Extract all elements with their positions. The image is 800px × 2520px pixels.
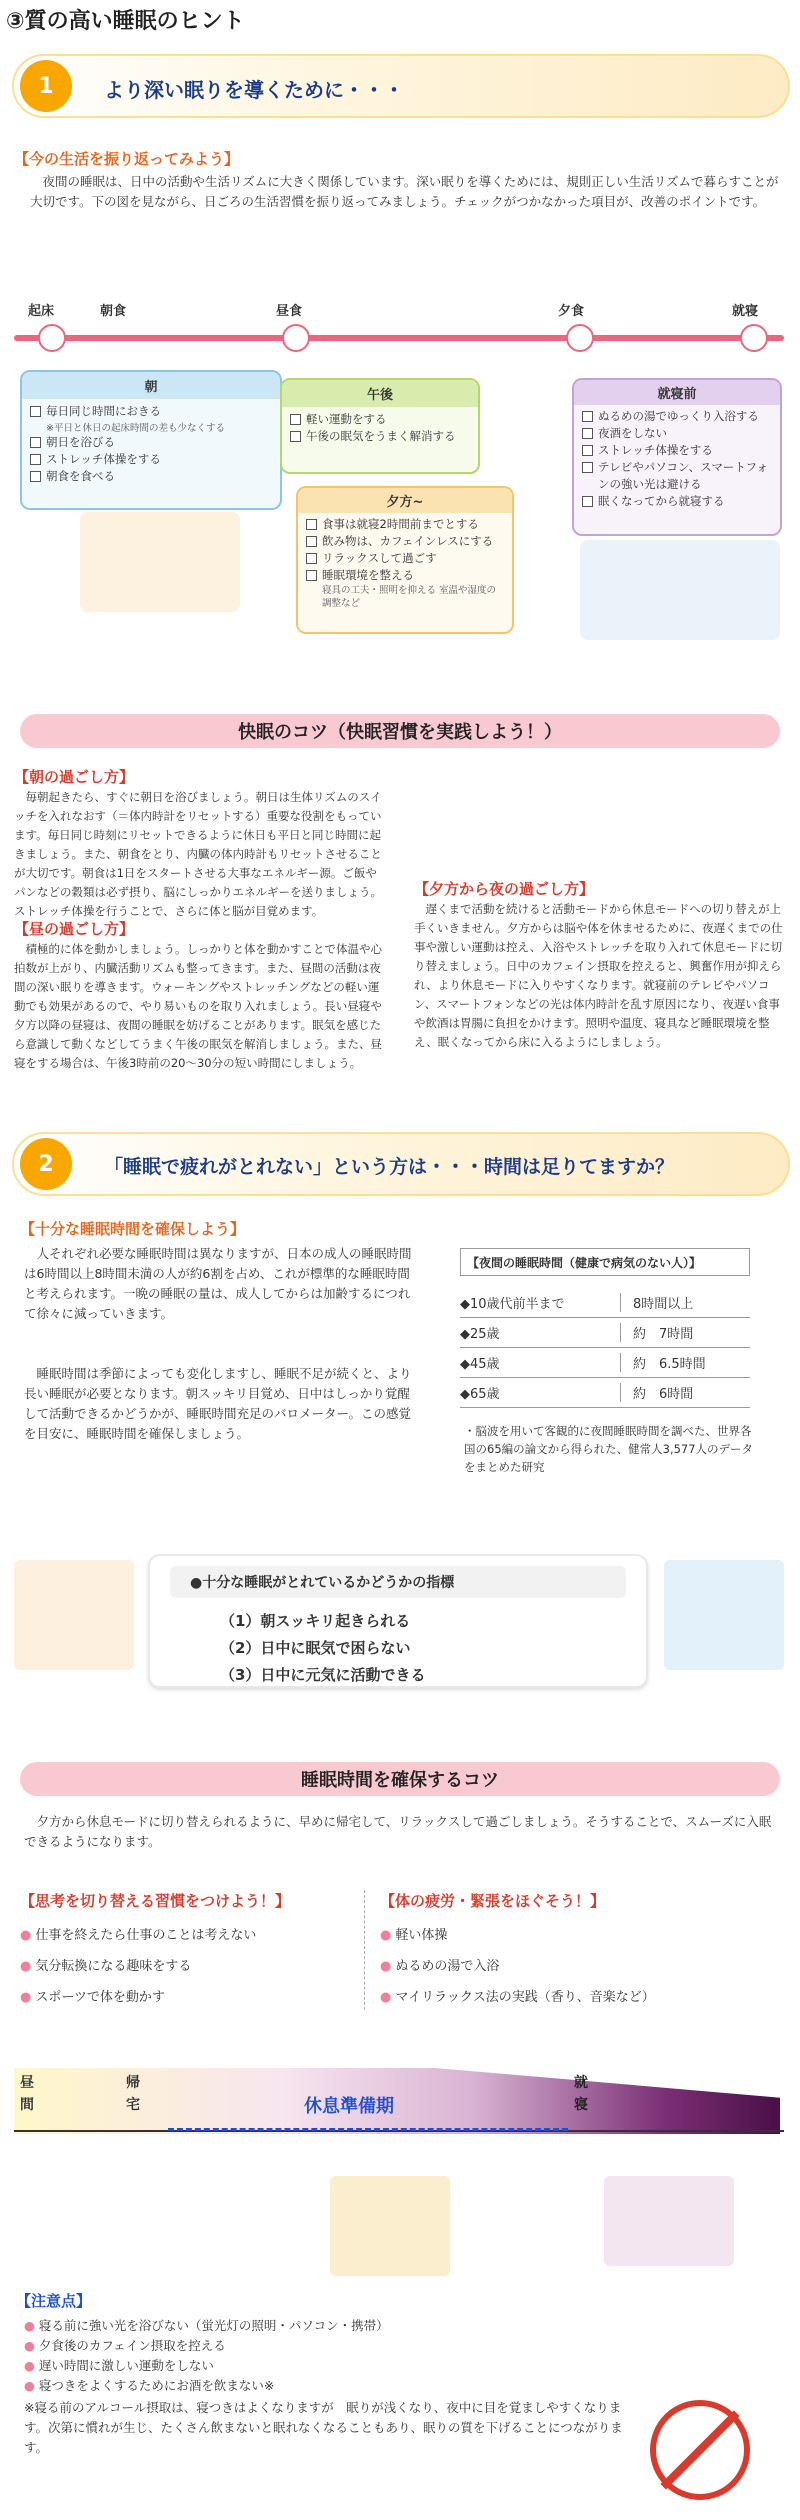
- tips-bar: 快眠のコツ（快眠習慣を実践しよう！）: [20, 714, 780, 748]
- checkbox-icon[interactable]: [30, 454, 41, 465]
- checkbox-icon[interactable]: [30, 406, 41, 417]
- period-arrow: [168, 2128, 568, 2131]
- sleeping-illustration: [604, 2176, 734, 2266]
- sleep-table-note: ・脳波を用いて客観的に夜間睡眠時間を調べた、世界各国の65編の論文から得られた、健常人3,577人のデータをまとめた研究: [464, 1424, 754, 1474]
- morning-box: [20, 370, 282, 510]
- bullet-icon: ●: [20, 1928, 32, 1943]
- list-item: ● 夕食後のカフェイン摂取を控える: [24, 2338, 226, 2353]
- caution-heading: 【注意点】: [16, 2292, 92, 2310]
- bath-illustration: [580, 540, 780, 640]
- tips-evening-heading: 【夕方から夜の過ごし方】: [414, 880, 595, 898]
- indicator-item: （1）朝スッキリ起きられる: [220, 1612, 411, 1630]
- checklist-item[interactable]: ぬるめの湯でゆっくり入浴する: [582, 408, 772, 425]
- sleep-table-heading: 【夜間の睡眠時間（健康で病気のない人）】: [460, 1248, 750, 1276]
- period-label: 休息準備期: [304, 2096, 394, 2117]
- indicator-title: ●十分な睡眠がとれているかどうかの指標: [170, 1566, 626, 1598]
- bullet-icon: ●: [380, 1990, 392, 2005]
- checkbox-icon[interactable]: [582, 496, 593, 507]
- list-item: ● 寝つきをよくするためにお酒を飲まない※: [24, 2378, 275, 2393]
- table-row: ◆65歳 約 6時間: [460, 1378, 750, 1408]
- list-item: ● 寝る前に強い光を浴びない（蛍光灯の照明・パソコン・携帯）: [24, 2318, 389, 2333]
- enough-p1: 人それぞれ必要な睡眠時間は異なりますが、日本の成人の睡眠時間は6時間以上8時間未満の人が約6割を占め、これが標準的な睡眠時間と考えられます。一晩の睡眠の量は、成人してからは加齢するにつれて徐々に減っていきます。: [24, 1246, 412, 1321]
- list-item: ● マイリラックス法の実践（香り、音楽など）: [380, 1990, 655, 2005]
- indicator-box: [148, 1554, 648, 1688]
- checkbox-icon[interactable]: [306, 519, 317, 530]
- section-2-title: 「睡眠で疲れがとれない」という方は・・・時間は足りてますか？: [104, 1156, 675, 1178]
- checkbox-icon[interactable]: [306, 536, 317, 547]
- list-item: ● ぬるめの湯で入浴: [380, 1959, 500, 1974]
- review-body: 夜間の睡眠は、日中の活動や生活リズムに大きく関係しています。深い眠りを導くためには、規則正しい生活リズムで暮らすことが大切です。下の図を見ながら、日ごろの生活習慣を振り返ってみましょう。チェックがつかなかった項目が、改善のポイントです。: [30, 174, 779, 209]
- relax-list: [380, 1920, 655, 2013]
- noon-box: [280, 378, 480, 474]
- bullet-icon: ●: [380, 1928, 392, 1943]
- clock-icon: [282, 324, 310, 352]
- checklist-item[interactable]: テレビやパソコン、スマートフォンの強い光は避ける: [582, 459, 772, 493]
- timeline-label-breakfast: 朝食: [100, 304, 127, 319]
- table-row: ◆25歳 約 7時間: [460, 1318, 750, 1348]
- section-1-header: [12, 54, 790, 118]
- checkbox-icon[interactable]: [306, 553, 317, 564]
- bullet-icon: ●: [20, 1990, 32, 2005]
- tips-morning-heading: 【朝の過ごし方】: [14, 768, 135, 786]
- checkbox-icon[interactable]: [290, 431, 301, 442]
- bedtime-box: [572, 378, 782, 536]
- list-item: ● 遅い時間に激しい運動をしない: [24, 2358, 214, 2373]
- bullet-icon: ●: [20, 1959, 32, 1974]
- bullet-icon: ●: [24, 2338, 35, 2353]
- sleep-table: [460, 1288, 750, 1408]
- bedtime-title: 就寝前: [574, 380, 780, 405]
- checkbox-icon[interactable]: [30, 437, 41, 448]
- breakfast-illustration: [80, 512, 240, 612]
- evening-title: 夕方~: [298, 488, 512, 513]
- noon-title: 午後: [282, 380, 478, 407]
- period-noon: 昼間: [20, 2075, 34, 2113]
- checklist-item[interactable]: 睡眠環境を整える: [306, 567, 504, 584]
- table-row: ◆10歳代前半まで 8時間以上: [460, 1288, 750, 1318]
- section-2-header: [12, 1132, 790, 1196]
- checklist-item[interactable]: 毎日同じ時間におきる: [30, 403, 272, 420]
- clock-icon: [38, 324, 66, 352]
- timeline-label-lunch: 昼食: [276, 304, 303, 319]
- indicator-item: （3）日中に元気に活動できる: [220, 1666, 426, 1684]
- morning-note: ※平日と休日の起床時間の差も少なくする: [46, 423, 225, 434]
- checkbox-icon[interactable]: [30, 471, 41, 482]
- list-item: ● 気分転換になる趣味をする: [20, 1959, 192, 1974]
- relax-illustration: [330, 2176, 450, 2276]
- caution-list: [24, 2316, 644, 2458]
- tips-noon-body: 積極的に体を動かしましょう。しっかりと体を動かすことで体温や心拍数が上がり、内臓活動リズムも整ってきます。また、昼間の活動は夜間の深い眠りを導きます。ウォーキングやストレッチングなどの軽い運動でも効果があるので、やり易いものを取り入れましょう。長い昼寝や夕方以降の昼寝は、夜間の睡眠を妨げることがあります。眠気を感じたら意識して動くなどしてうまく午後の眠気を解消しましょう。また、昼寝をする場合は、午後3時前の20～30分の短い時間にしましょう。: [14, 942, 382, 1070]
- review-heading: 【今の生活を振り返ってみよう】: [14, 150, 240, 168]
- secure-text: 夕方から休息モードに切り替えられるように、早めに帰宅して、リラックスして過ごしましょう。そうすることで、スムーズに入眠できるようになります。: [24, 1814, 772, 1849]
- morning-stretch-illustration: [14, 1560, 134, 1670]
- checklist-item[interactable]: 夜酒をしない: [582, 425, 772, 442]
- table-row: ◆45歳 約 6.5時間: [460, 1348, 750, 1378]
- checklist-item[interactable]: ストレッチ体操をする: [582, 442, 772, 459]
- section-1-title: より深い眠りを導くために・・・: [104, 78, 404, 102]
- secure-bar: 睡眠時間を確保するコツ: [20, 1762, 780, 1796]
- timeline-bar: [14, 335, 784, 341]
- timeline-label-bedtime: 就寝: [732, 304, 759, 319]
- checkbox-icon[interactable]: [582, 428, 593, 439]
- caution-note: ※寝る前のアルコール摂取は、寝つきはよくなりますが 眠りが浅くなり、夜中に目を覚ましやすくなります。次第に慣れが生じ、たくさん飲まないと眠れなくなることもあり、眠りの質を下げることにつながります。: [24, 2400, 623, 2455]
- morning-title: 朝: [22, 372, 280, 399]
- checklist-item[interactable]: 朝食を食べる: [30, 468, 272, 485]
- checklist-item[interactable]: リラックスして過ごす: [306, 550, 504, 567]
- checklist-item[interactable]: 食事は就寝2時間前までとする: [306, 516, 504, 533]
- timeline-label-dinner: 夕食: [558, 304, 585, 319]
- page-title: ③質の高い睡眠のヒント: [6, 9, 245, 34]
- checkbox-icon[interactable]: [582, 411, 593, 422]
- list-item: ● スポーツで体を動かす: [20, 1990, 165, 2005]
- period-home: 帰宅: [126, 2075, 140, 2113]
- indicator-item: （2）日中に眠気で困らない: [220, 1639, 411, 1657]
- divider: [364, 1890, 365, 2010]
- clock-icon: [740, 324, 768, 352]
- bullet-icon: ●: [24, 2378, 35, 2393]
- enough-heading: 【十分な睡眠時間を確保しよう】: [20, 1220, 246, 1238]
- habits-list: [20, 1920, 256, 2013]
- enough-p2: 睡眠時間は季節によっても変化しますし、睡眠不足が続くと、より長い睡眠が必要となります。朝スッキリ目覚め、日中はしっかり覚醒して活動できるかどうかが、睡眠時間充足のバロメーター。この感覚を目安に、睡眠時間を確保しましょう。: [24, 1366, 412, 1441]
- bullet-icon: ●: [380, 1959, 392, 1974]
- list-item: ● 軽い体操: [380, 1928, 448, 1943]
- checklist-item[interactable]: 眠くなってから就寝する: [582, 493, 772, 510]
- bullet-icon: ●: [24, 2358, 35, 2373]
- checklist-item[interactable]: 朝日を浴びる: [30, 434, 272, 451]
- clock-icon: [566, 324, 594, 352]
- checkbox-icon[interactable]: [582, 445, 593, 456]
- evening-note: 寝具の工夫・照明を抑える 室温や湿度の調整など: [322, 585, 497, 609]
- section-2-number: 2: [20, 1138, 72, 1190]
- checklist-item[interactable]: 軽い運動をする: [290, 411, 470, 428]
- relax-heading: 【体の疲労・緊張をほぐそう！】: [380, 1892, 606, 1910]
- section-1-number: 1: [20, 60, 72, 112]
- timeline-label-wake: 起床: [28, 304, 55, 319]
- no-alcohol-icon: [650, 2400, 750, 2500]
- tips-evening-body: 遅くまで活動を続けると活動モードから休息モードへの切り替えが上手くいきません。夕方からは脳や体を休ませるために、夜遅くまでの仕事や激しい運動は控え、入浴やストレッチを取り入れて休息モードに切り替えましょう。日中のカフェイン摂取を控えると、興奮作用が抑えられ、より休息モードに入りやすくなります。就寝前のテレビやパソコン、スマートフォンなどの光は体内時計を乱す原因になり、夜遅い食事や飲酒は胃腸に負担をかけます。照明や温度、寝具など睡眠環境を整え、眠くなってから床に入るようにしましょう。: [414, 902, 783, 1049]
- list-item: ● 仕事を終えたら仕事のことは考えない: [20, 1928, 257, 1943]
- checklist-item[interactable]: ストレッチ体操をする: [30, 451, 272, 468]
- checkbox-icon[interactable]: [582, 462, 593, 473]
- checklist-item[interactable]: 飲み物は、カフェインレスにする: [306, 533, 504, 550]
- bullet-icon: ●: [24, 2318, 35, 2333]
- walking-illustration: [664, 1560, 784, 1670]
- tips-noon-heading: 【昼の過ごし方】: [14, 920, 135, 938]
- period-sleep: 就寝: [574, 2075, 588, 2113]
- evening-box: [296, 486, 514, 634]
- checkbox-icon[interactable]: [306, 570, 317, 581]
- tips-morning-body: 毎朝起きたら、すぐに朝日を浴びましょう。朝日は生体リズムのスイッチを入れなおす（＝体内時計をリセットする）重要な役割をもっています。毎日同じ時刻にリセットできるように休日も平日と同じ時間に起きましょう。また、朝食をとり、内臓の体内時計もリセットさせることが大切です。朝食は1日をスタートさせる大事なエネルギー源。ご飯やパンなどの穀類は必ず摂り、脳にしっかりエネルギーを送りましょう。ストレッチ体操を行うことで、さらに体と脳が目覚めます。: [14, 790, 382, 918]
- habits-heading: 【思考を切り替える習慣をつけよう！】: [20, 1892, 291, 1910]
- checkbox-icon[interactable]: [290, 414, 301, 425]
- checklist-item[interactable]: 午後の眠気をうまく解消する: [290, 428, 470, 445]
